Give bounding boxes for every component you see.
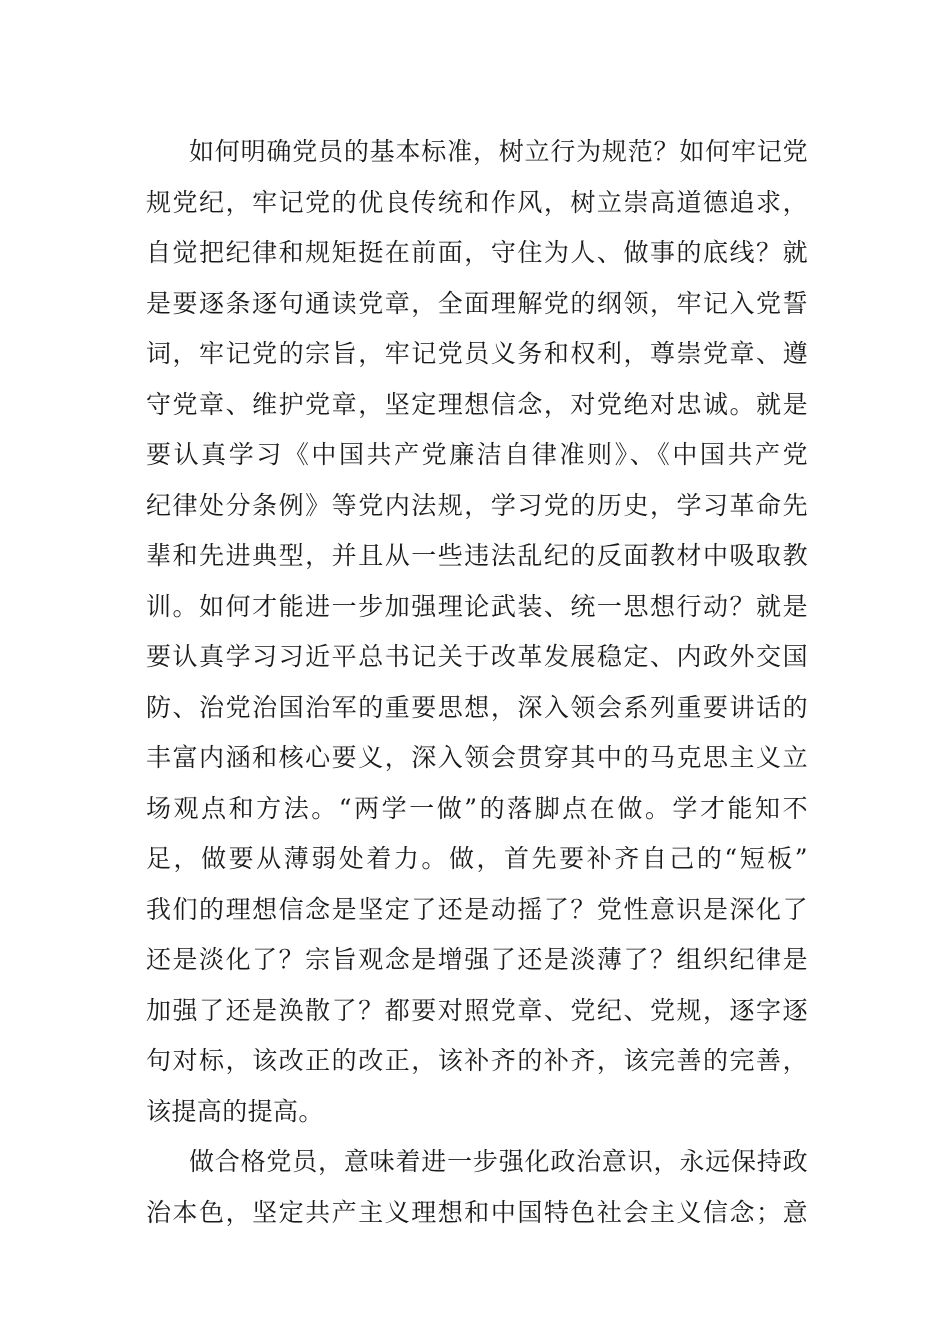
text-line: 要认真学习习近平总书记关于改革发展稳定、内政外交国 [146,642,808,671]
text-line: 还是淡化了？宗旨观念是增强了还是淡薄了？组织纪律是 [146,945,808,974]
text-line: 防、治党治国治军的重要思想，深入领会系列重要讲话的 [146,692,808,722]
text-line: 要认真学习《中国共产党廉洁自律准则》、《中国共产党 [146,440,808,469]
text-line: 守党章、维护党章，坚定理想信念，对党绝对忠诚。就是 [146,389,808,419]
body-text [146,127,808,1238]
text-line: 治本色，坚定共产主义理想和中国特色社会主义信念；意 [146,1197,808,1227]
text-line: 是要逐条逐句通读党章，全面理解党的纲领，牢记入党誓 [146,288,808,318]
paragraph-1 [146,127,808,1137]
text-line: 该提高的提高。 [146,1096,324,1126]
text-line: 纪律处分条例》等党内法规，学习党的历史，学习革命先 [146,490,808,520]
text-line: 足，做要从薄弱处着力。做，首先要补齐自己的“短板” [146,844,808,873]
text-line: 自觉把纪律和规矩挺在前面，守住为人、做事的底线？就 [146,238,808,267]
text-line: 丰富内涵和核心要义，深入领会贯穿其中的马克思主义立 [146,743,808,772]
text-line: 做合格党员，意味着进一步强化政治意识，永远保持政 [189,1147,808,1176]
text-line: 训。如何才能进一步加强理论武装、统一思想行动？就是 [146,591,808,621]
text-line: 词，牢记党的宗旨，牢记党员义务和权利，尊崇党章、遵 [146,339,808,368]
text-line: 场观点和方法。“两学一做”的落脚点在做。学才能知不 [146,793,808,823]
text-line: 辈和先进典型，并且从一些违法乱纪的反面教材中吸取教 [146,541,808,570]
text-line: 我们的理想信念是坚定了还是动摇了？党性意识是深化了 [146,894,808,924]
text-line: 加强了还是涣散了？都要对照党章、党纪、党规，逐字逐 [146,995,808,1025]
text-line: 如何明确党员的基本标准，树立行为规范？如何牢记党 [189,137,808,166]
paragraph-2 [146,1137,808,1238]
text-line: 句对标，该改正的改正，该补齐的补齐，该完善的完善， [146,1046,808,1075]
text-line: 规党纪，牢记党的优良传统和作风，树立崇高道德追求， [146,187,808,217]
